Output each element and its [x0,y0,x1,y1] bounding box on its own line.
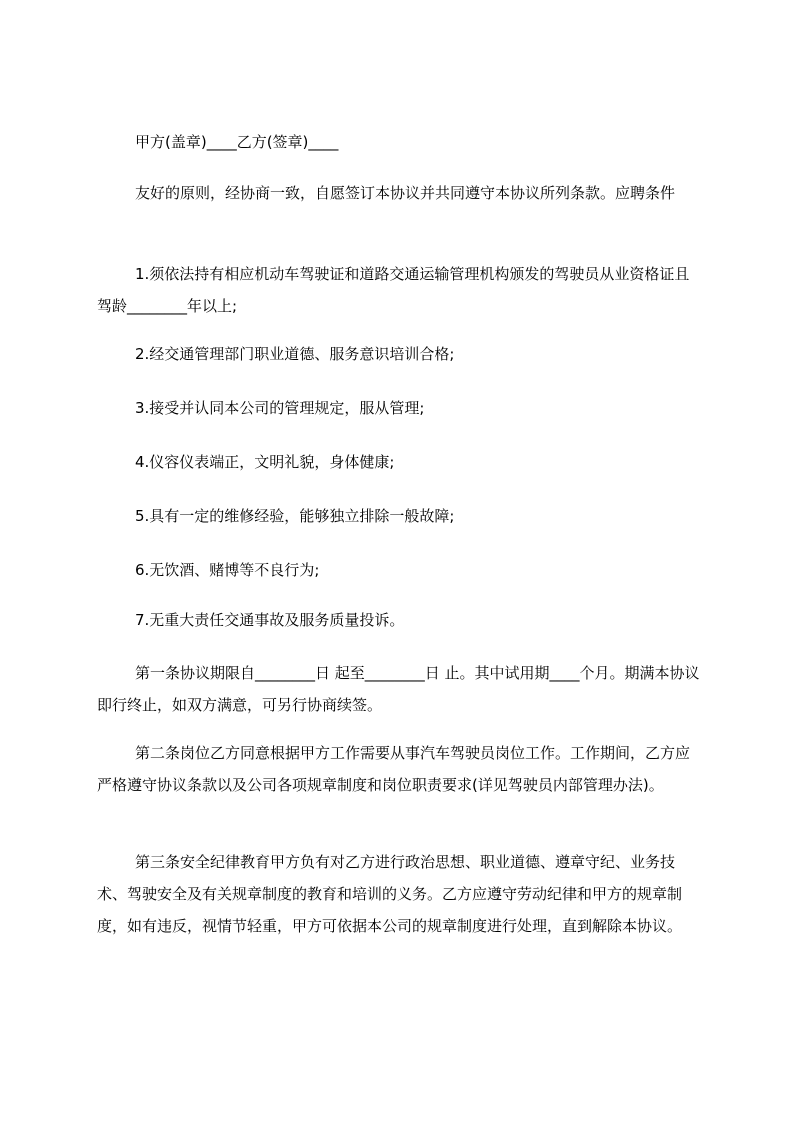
intro-paragraph: 友好的原则，经协商一致，自愿签订本协议并共同遵守本协议所列条款。应聘条件 [135,184,676,202]
article-1: 第一条协议期限自________日 起至________日 止。其中试用期____个月。期满本协议即行终止，如双方满意，可另行协商续签。 [97,664,700,714]
condition-7: 7.无重大责任交通事故及服务质量投诉。 [135,611,405,629]
signature-line: 甲方(盖章)____乙方(签章)____ [135,133,339,151]
article-3: 第三条安全纪律教育甲方负有对乙方进行政治思想、职业道德、遵章守纪、业务技术、驾驶安全及有关规章制度的教育和培训的义务。乙方应遵守劳动纪律和甲方的规章制度，如有违反，视情节轻重，甲方可依据本公司的规章制度进行处理，直到解除本协议。 [97,853,683,935]
condition-4: 4.仪容仪表端正，文明礼貌，身体健康; [135,453,395,471]
condition-2: 2.经交通管理部门职业道德、服务意识培训合格; [135,345,455,363]
article-2: 第二条岗位乙方同意根据甲方工作需要从事汽车驾驶员岗位工作。工作期间，乙方应严格遵守协议条款以及公司各项规章制度和岗位职责要求(详见驾驶员内部管理办法)。 [97,744,691,794]
condition-6: 6.无饮酒、赌博等不良行为; [135,561,320,579]
condition-3: 3.接受并认同本公司的管理规定，服从管理; [135,399,425,417]
condition-5: 5.具有一定的维修经验，能够独立排除一般故障; [135,507,455,525]
condition-1: 1.须依法持有相应机动车驾驶证和道路交通运输管理机构颁发的驾驶员从业资格证且驾龄________年以上; [97,265,690,315]
